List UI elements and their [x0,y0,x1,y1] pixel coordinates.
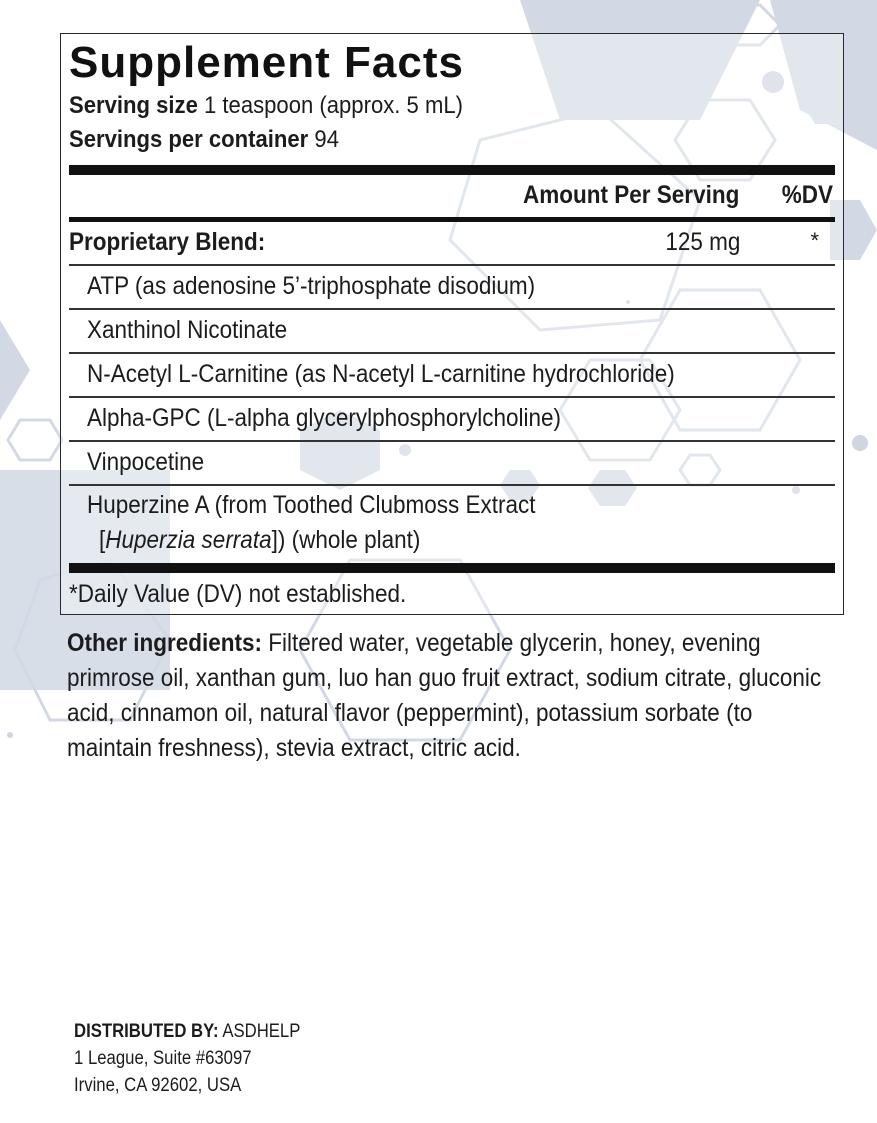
huperzine-line-1: Huperzine A (from Toothed Clubmoss Extract [87,491,536,519]
ingredient-name: N-Acetyl L-Carnitine (as N-acetyl L-carnitine hydrochloride) [87,360,675,388]
serving-size-label: Serving size [69,92,198,119]
header-amount-per-serving: Amount Per Serving [522,181,739,209]
huperzine-latin-name: Huperzia serrata [105,526,272,554]
servings-per-container [69,126,339,154]
supplement-facts-panel [60,33,844,615]
ingredient-name: ATP (as adenosine 5’-triphosphate disodium) [87,272,536,300]
serving-size [69,92,463,120]
other-ingredients [67,626,823,766]
header-daily-value: %DV [781,181,833,209]
row-divider [69,440,835,442]
distributor-label: DISTRIBUTED BY: [74,1021,219,1042]
ingredient-name: Xanthinol Nicotinate [87,316,288,344]
divider-medium [69,217,835,222]
row-divider [69,484,835,486]
blend-amount: 125 mg [664,228,740,256]
servings-value: 94 [314,126,339,153]
ingredient-name: Alpha-GPC (L-alpha glycerylphosphorylcholine) [87,404,561,432]
row-divider [69,308,835,310]
other-ingredients-text: Filtered water, vegetable glycerin, honey, evening primrose oil, xanthan gum, luo han guo fruit extract, sodium citrate, gluconic acid, cinnamon oil, natural flavor (peppermint), potassium sorbate (to maintain freshness), stevia extract, citric acid. [67,629,822,762]
divider-thick-bottom [69,563,835,573]
panel-title: Supplement Facts [69,38,464,87]
blend-label: Proprietary Blend: [69,228,266,256]
blend-dv: * [810,228,819,253]
distributor-address-2: Irvine, CA 92602, USA [74,1075,242,1096]
huperzine-close: ]) (whole plant) [271,526,421,554]
row-divider [69,264,835,266]
other-ingredients-label: Other ingredients: [67,629,263,657]
huperzine-open-bracket: [ [99,526,106,554]
distributor-info [74,1018,300,1099]
dv-footnote: *Daily Value (DV) not established. [69,580,407,608]
huperzine-line-2 [99,526,420,555]
servings-label: Servings per container [69,126,309,153]
distributor-name: ASDHELP [222,1021,301,1042]
distributor-line [74,1018,300,1045]
row-divider [69,396,835,398]
divider-thick-top [69,165,835,175]
row-divider [69,352,835,354]
serving-size-value: 1 teaspoon (approx. 5 mL) [203,92,463,119]
ingredient-name: Vinpocetine [87,448,205,476]
distributor-address-1: 1 League, Suite #63097 [74,1048,252,1069]
